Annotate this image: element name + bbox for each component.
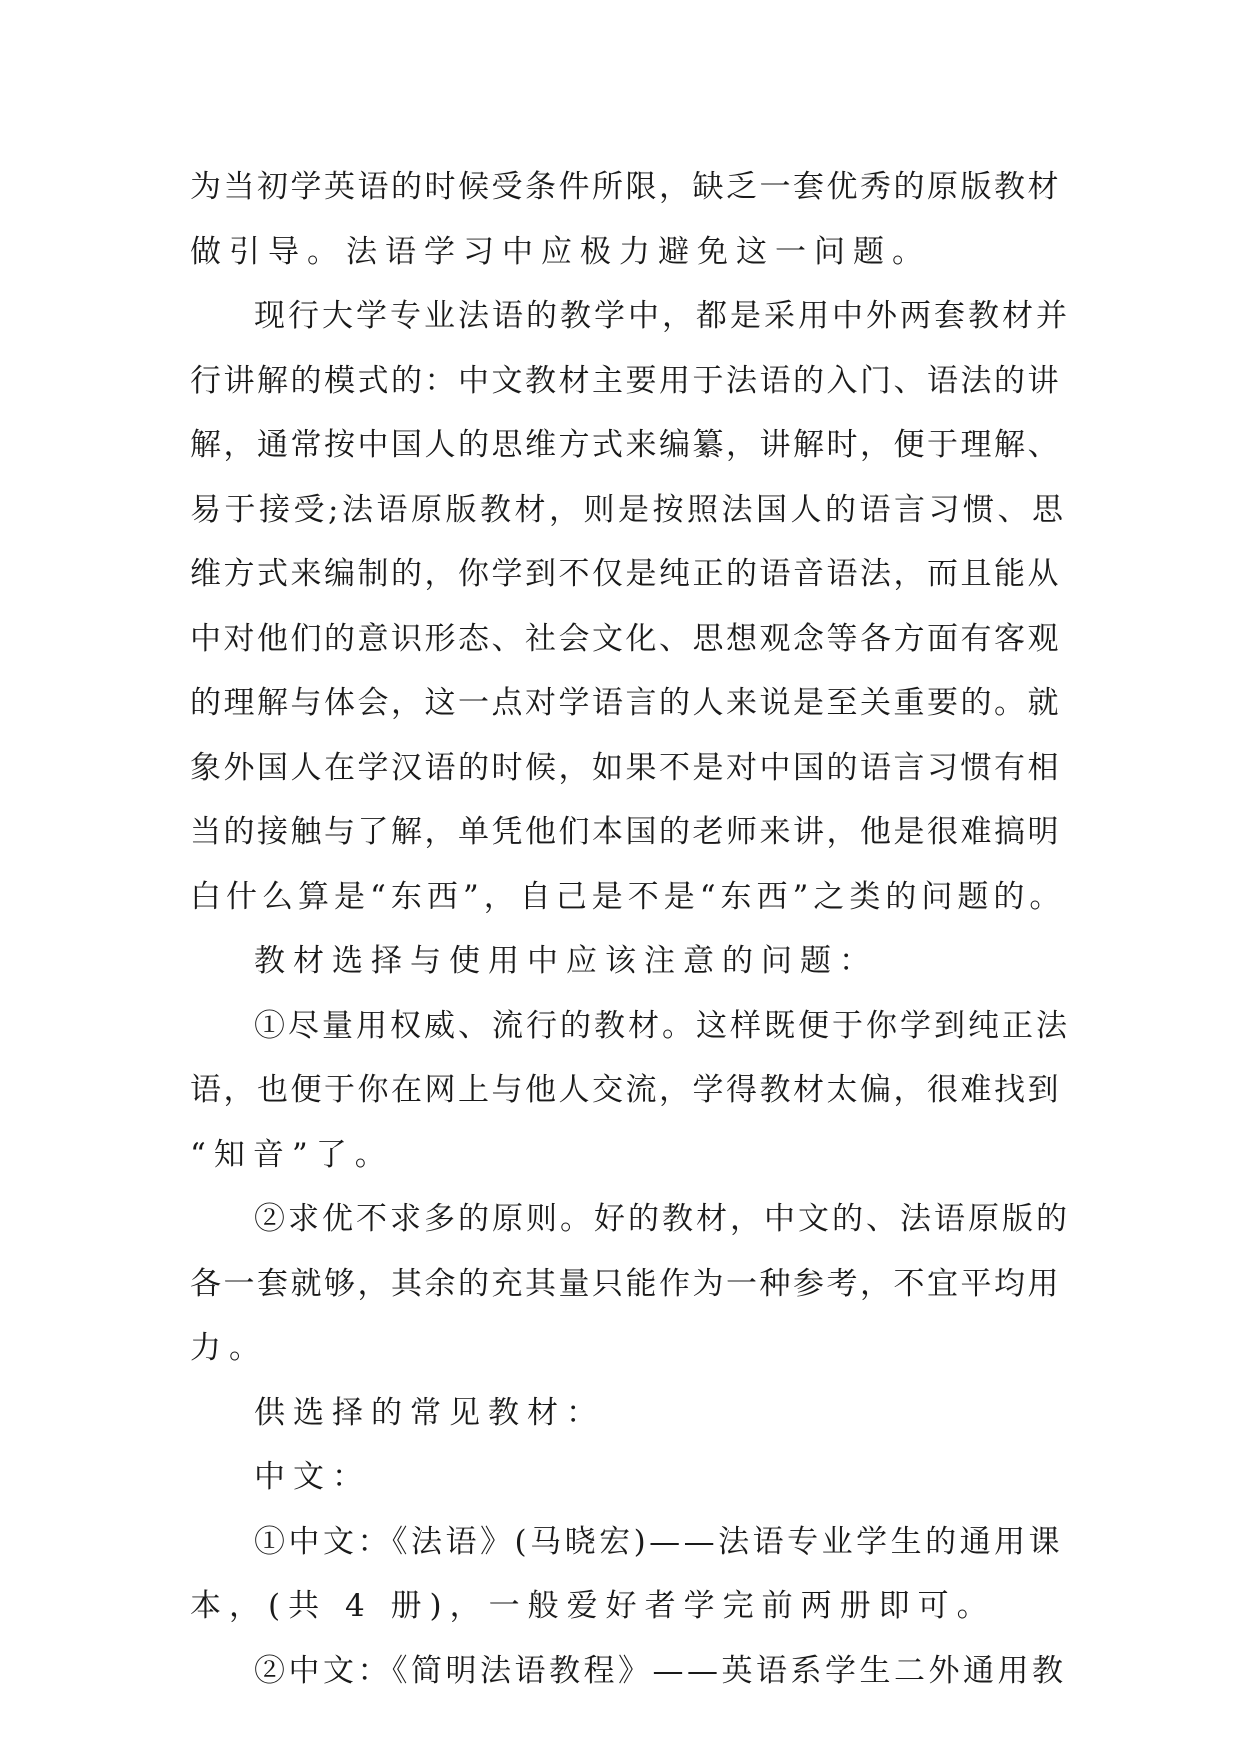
document-body	[190, 155, 1070, 1703]
text-line: 白什么算是“东西”，自己是不是“东西”之类的问题的。	[190, 878, 1066, 915]
text-line: ②中文：《简明法语教程》——英语系学生二外通用教	[254, 1652, 1067, 1689]
text-line: 各一套就够，其余的充其量只能作为一种参考，不宜平均用	[190, 1265, 1061, 1302]
text-line: ①中文：《法语》(马晓宏)——法语专业学生的通用课	[254, 1523, 1064, 1560]
text-line: ②求优不求多的原则。好的教材，中文的、法语原版的	[254, 1201, 1070, 1237]
text-line: 行讲解的模式的：中文教材主要用于法语的入门、语法的讲	[190, 362, 1061, 399]
text-line: 的理解与体会，这一点对学语言的人来说是至关重要的。就	[190, 685, 1061, 721]
text-line: 做引导。法语学习中应极力避免这一问题。	[190, 233, 931, 270]
text-line: 供选择的常见教材：	[254, 1394, 605, 1431]
text-line: 为当初学英语的时候受条件所限，缺乏一套优秀的原版教材	[190, 169, 1061, 205]
text-line: 教材选择与使用中应该注意的问题：	[254, 943, 878, 979]
text-line: 本，(共 4 册)，一般爱好者学完前两册即可。	[190, 1588, 996, 1624]
text-line: 力。	[190, 1330, 268, 1366]
text-line: 易于接受;法语原版教材，则是按照法国人的语言习惯、思	[190, 491, 1067, 528]
text-line: “知音”了。	[190, 1136, 394, 1173]
text-line: ①尽量用权威、流行的教材。这样既便于你学到纯正法	[254, 1007, 1070, 1044]
text-line: 中文：	[254, 1459, 371, 1495]
text-line: 象外国人在学汉语的时候，如果不是对中国的语言习惯有相	[190, 749, 1061, 786]
text-line: 语，也便于你在网上与他人交流，学得教材太偏，很难找到	[190, 1072, 1061, 1108]
text-line: 中对他们的意识形态、社会文化、思想观念等各方面有客观	[190, 620, 1061, 657]
text-line: 解，通常按中国人的思维方式来编纂，讲解时，便于理解、	[190, 427, 1061, 463]
text-line: 当的接触与了解，单凭他们本国的老师来讲，他是很难搞明	[190, 814, 1061, 850]
text-line: 现行大学专业法语的教学中，都是采用中外两套教材并	[254, 298, 1070, 334]
text-lines	[190, 155, 1070, 1703]
text-line: 维方式来编制的，你学到不仅是纯正的语音语法，而且能从	[190, 556, 1061, 592]
